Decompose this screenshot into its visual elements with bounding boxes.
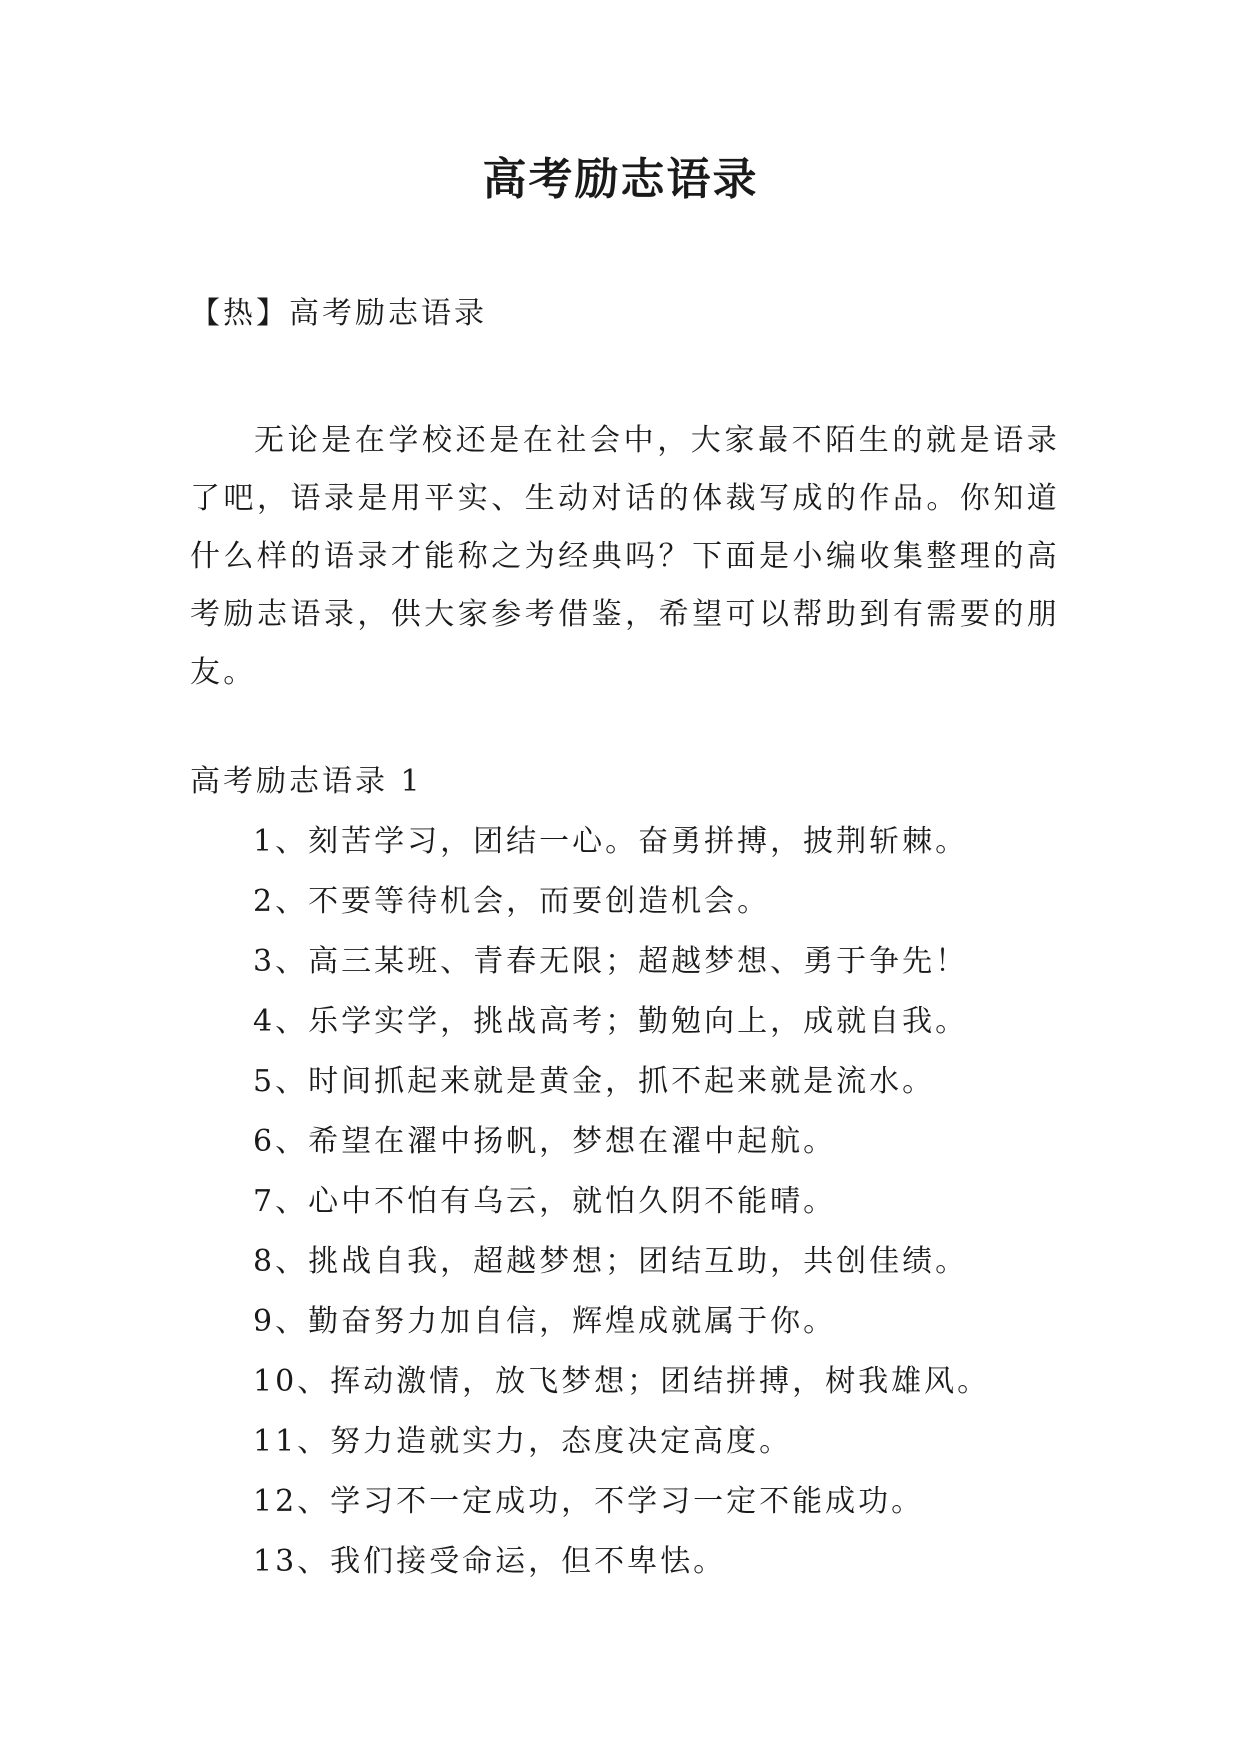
document-title: 高考励志语录 bbox=[482, 154, 759, 205]
quote-item: 9、勤奋努力加自信，辉煌成就属于你。 bbox=[253, 1304, 837, 1339]
quote-item: 10、挥动激情，放飞梦想；团结拼搏，树我雄风。 bbox=[253, 1364, 991, 1399]
document-subtitle: 【热】高考励志语录 bbox=[190, 296, 487, 331]
section-heading: 高考励志语录 1 bbox=[190, 764, 423, 799]
intro-paragraph: 无论是在学校还是在社会中，大家最不陌生的就是语录了吧，语录是用平实、生动对话的体裁写成的作品。你知道什么样的语录才能称之为经典吗？下面是小编收集整理的高考励志语录，供大家参考借鉴，希望可以帮助到有需要的朋友。 bbox=[190, 423, 1060, 690]
quote-item: 13、我们接受命运，但不卑怯。 bbox=[253, 1544, 727, 1579]
quote-item: 11、努力造就实力，态度决定高度。 bbox=[253, 1424, 793, 1459]
quote-item: 6、希望在濯中扬帆，梦想在濯中起航。 bbox=[253, 1124, 837, 1159]
quote-item: 5、时间抓起来就是黄金，抓不起来就是流水。 bbox=[253, 1064, 936, 1099]
quote-item: 3、高三某班、青春无限；超越梦想、勇于争先！ bbox=[253, 944, 969, 979]
quote-item: 1、刻苦学习，团结一心。奋勇拼搏，披荆斩棘。 bbox=[253, 824, 969, 859]
quote-item: 8、挑战自我，超越梦想；团结互助，共创佳绩。 bbox=[253, 1244, 969, 1279]
quote-item: 2、不要等待机会，而要创造机会。 bbox=[253, 884, 771, 919]
quote-item: 4、乐学实学，挑战高考；勤勉向上，成就自我。 bbox=[253, 1004, 969, 1039]
quote-list bbox=[253, 822, 990, 1602]
quote-item: 12、学习不一定成功，不学习一定不能成功。 bbox=[253, 1484, 925, 1519]
quote-item: 7、心中不怕有乌云，就怕久阴不能晴。 bbox=[253, 1184, 837, 1219]
